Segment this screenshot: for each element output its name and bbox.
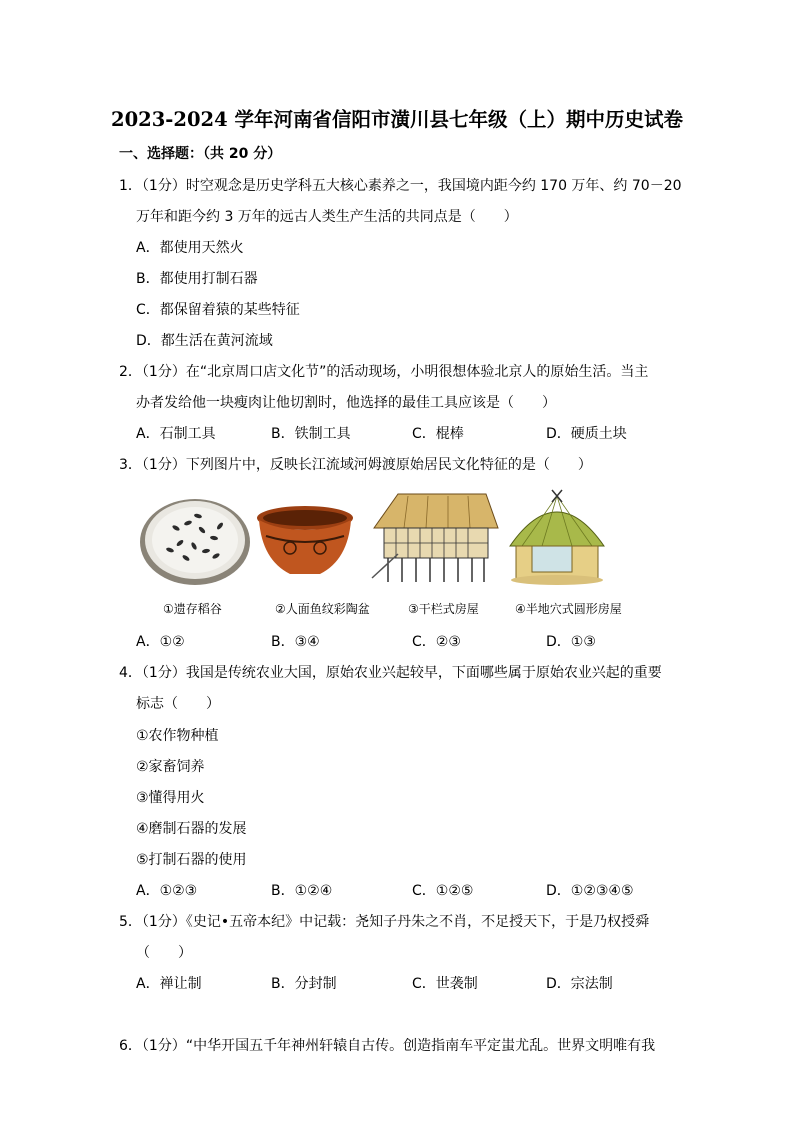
q2-option-d: D．硬质土块: [546, 426, 627, 442]
q1-option-b: B．都使用打制石器: [136, 271, 258, 287]
q3-stem: 3．（1分）下列图片中，反映长江流域河姆渡原始居民文化特征的是（ ）: [119, 457, 592, 473]
q3-option-a: A．①②: [136, 634, 185, 650]
q1-option-d: D．都生活在黄河流域: [136, 333, 273, 349]
q3-option-d: D．①③: [546, 634, 596, 650]
stilt-house-image: [368, 488, 502, 586]
q4-option-a: A．①②③: [136, 883, 198, 899]
section-heading: 一、选择题：（共 20 分）: [119, 146, 282, 162]
q4-stem-line2: 标志（ ）: [136, 696, 220, 712]
exam-title: 2023-2024 学年河南省信阳市潢川县七年级（上）期中历史试卷: [111, 108, 683, 131]
q6-stem-line1: 6．（1分）“中华开国五千年神州轩辕自古传。创造指南车平定蚩尤乱。世界文明唯有我: [119, 1038, 656, 1054]
q4-item-1: ①农作物种植: [136, 728, 219, 744]
q5-option-a: A．禅让制: [136, 976, 202, 992]
caption-round-house: ④半地穴式圆形房屋: [515, 602, 622, 616]
caption-stilt-house: ③干栏式房屋: [408, 602, 479, 616]
q2-option-a: A．石制工具: [136, 426, 216, 442]
q4-item-4: ④磨制石器的发展: [136, 821, 247, 837]
pottery-basin-image: [252, 488, 358, 586]
q3-option-c: C．②③: [412, 634, 461, 650]
q4-options: [136, 882, 696, 900]
q1-stem-line2: 万年和距今约 3 万年的远古人类生产生活的共同点是（ ）: [136, 209, 518, 225]
q2-stem-line1: 2．（1分）在“北京周口店文化节”的活动现场，小明很想体验北京人的原始生活。当主: [119, 364, 649, 380]
q2-option-c: C．棍棒: [412, 426, 464, 442]
q2-option-b: B．铁制工具: [271, 426, 351, 442]
caption-pottery-basin: ②人面鱼纹彩陶盆: [275, 602, 370, 616]
q5-stem-line1: 5．（1分）《史记•五帝本纪》中记载：尧知子丹朱之不肖，不足授天下，于是乃权授舜: [119, 914, 650, 930]
q2-stem-line2: 办者发给他一块瘦肉让他切割时，他选择的最佳工具应该是（ ）: [136, 395, 556, 411]
q3-image-row: [136, 488, 696, 588]
round-house-image: [502, 488, 612, 586]
q4-item-3: ③懂得用火: [136, 790, 205, 806]
q4-option-c: C．①②⑤: [412, 883, 474, 899]
q5-stem-line2: （ ）: [136, 945, 192, 961]
q3-options: [136, 633, 696, 651]
q4-stem-line1: 4．（1分）我国是传统农业大国，原始农业兴起较早，下面哪些属于原始农业兴起的重要: [119, 665, 662, 681]
q3-option-b: B．③④: [271, 634, 320, 650]
rice-grains-image: [136, 488, 254, 586]
q5-option-d: D．宗法制: [546, 976, 613, 992]
q4-item-5: ⑤打制石器的使用: [136, 852, 247, 868]
q5-options: [136, 975, 696, 993]
q4-item-2: ②家畜饲养: [136, 759, 205, 775]
q5-option-c: C．世袭制: [412, 976, 478, 992]
q4-option-d: D．①②③④⑤: [546, 883, 634, 899]
caption-rice-grains: ①遗存稻谷: [163, 602, 222, 616]
q1-stem-line1: 1．（1分）时空观念是历史学科五大核心素养之一，我国境内距今约 170 万年、约 70－20: [119, 178, 682, 194]
q5-option-b: B．分封制: [271, 976, 337, 992]
q1-option-a: A．都使用天然火: [136, 240, 244, 256]
q2-options: [136, 425, 696, 443]
q1-option-c: C．都保留着猿的某些特征: [136, 302, 300, 318]
q4-option-b: B．①②④: [271, 883, 333, 899]
